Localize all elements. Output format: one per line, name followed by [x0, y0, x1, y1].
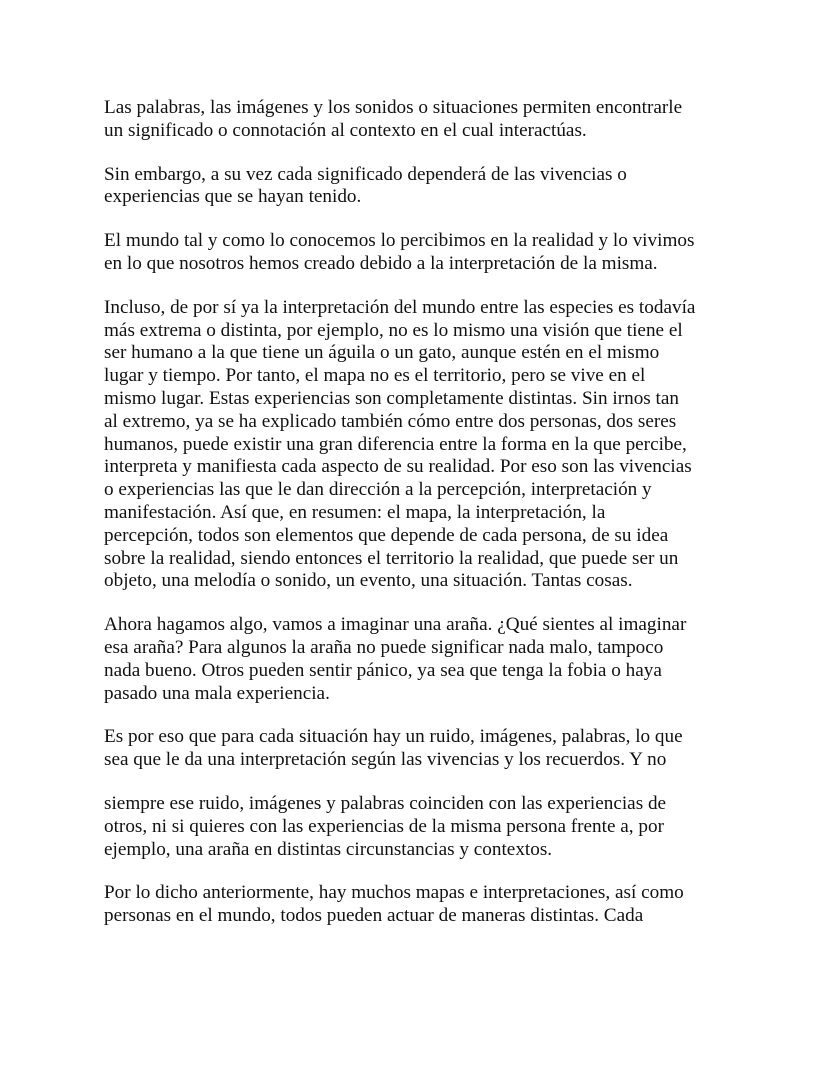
- paragraph-8: Por lo dicho anteriormente, hay muchos mapas e interpretaciones, así como personas en el mundo, todos pueden actuar de maneras distintas. Cada: [104, 882, 684, 927]
- paragraph-4: Incluso, de por sí ya la interpretación del mundo entre las especies es todavía más extrema o distinta, por ejemplo, no es lo mismo una visión que tiene el ser humano a la que tiene un águila o un gato, aunque estén en el mismo lugar y tiempo. Por tanto, el mapa no es el territorio, pero se vive en el mismo lugar. Estas experiencias son completamente distintas. Sin irnos tan al extremo, ya se ha explicado también cómo entre dos personas, dos seres humanos, puede existir una gran diferencia entre la forma en la que percibe, interpreta y manifiesta cada aspecto de su realidad. Por eso son las vivencias o experiencias las que le dan dirección a la percepción, interpretación y manifestación. Así que, en resumen: el mapa, la interpretación, la percepción, todos son elementos que depende de cada persona, de su idea sobre la realidad, siendo entonces el territorio la realidad, que puede ser un objeto, una melodía o sonido, un evento, una situación. Tantas cosas.: [104, 296, 696, 592]
- paragraph-2: Sin embargo, a su vez cada significado dependerá de las vivencias o experiencias que se hayan tenido.: [104, 163, 627, 208]
- paragraph-5: Ahora hagamos algo, vamos a imaginar una araña. ¿Qué sientes al imaginar esa araña? Para algunos la araña no puede significar nada malo, tampoco nada bueno. Otros pueden sentir pánico, ya sea que tenga la fobia o haya pasado una mala experiencia.: [104, 614, 687, 704]
- paragraph-6: Es por eso que para cada situación hay un ruido, imágenes, palabras, lo que sea que le da una interpretación según las vivencias y los recuerdos. Y no: [104, 726, 683, 771]
- document-body: [104, 97, 744, 949]
- paragraph-7: siempre ese ruido, imágenes y palabras coinciden con las experiencias de otros, ni si quieres con las experiencias de la misma persona frente a, por ejemplo, una araña en distintas circunstancias y contextos.: [104, 792, 667, 860]
- paragraph-1: Las palabras, las imágenes y los sonidos o situaciones permiten encontrarle un significado o connotación al contexto en el cual interactúas.: [104, 97, 683, 141]
- paragraph-3: El mundo tal y como lo conocemos lo percibimos en la realidad y lo vivimos en lo que nosotros hemos creado debido a la interpretación de la misma.: [104, 230, 695, 274]
